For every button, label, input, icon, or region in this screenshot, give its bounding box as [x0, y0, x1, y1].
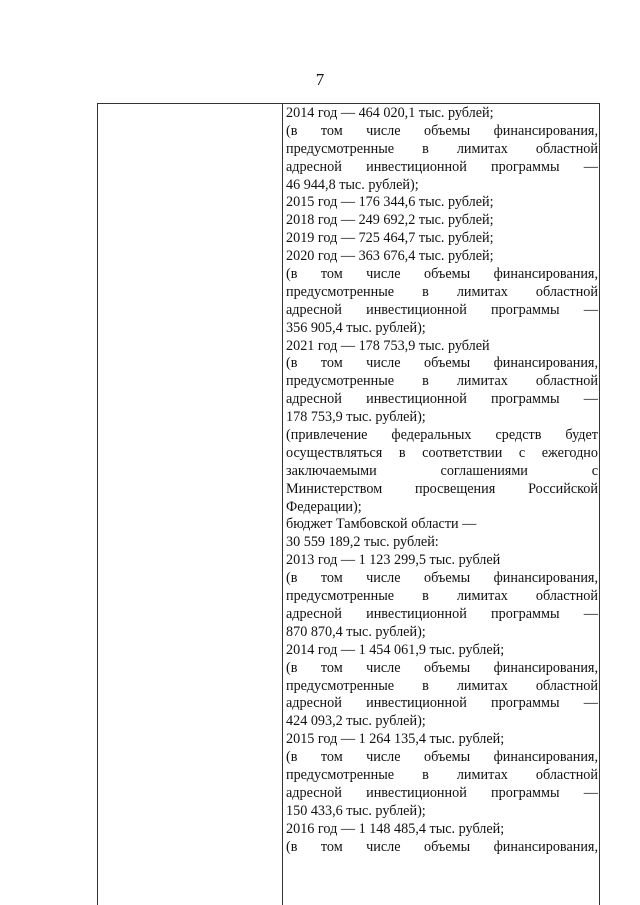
table-right-cell — [286, 105, 598, 856]
text-line: 2015 год — 176 344,6 тыс. рублей; — [286, 194, 494, 211]
text-line: бюджет Тамбовской области — — [286, 516, 477, 533]
text-line: заключаемыми соглашениями с — [286, 462, 598, 479]
text-line: 2014 год — 464 020,1 тыс. рублей; — [286, 105, 494, 121]
text-line: (привлечение федеральных средств будет — [286, 427, 598, 444]
text-line: (в том числе объемы финансирования, — [286, 749, 598, 766]
text-line: предусмотренные в лимитах областной — [286, 677, 598, 694]
text-line: адресной инвестиционной программы — — [286, 158, 598, 175]
text-line: (в том числе объемы финансирования, — [286, 266, 598, 283]
text-line: предусмотренные в лимитах областной — [286, 283, 598, 300]
text-line: Министерством просвещения Российской — [286, 480, 598, 497]
text-line: предусмотренные в лимитах областной — [286, 373, 598, 390]
text-line: Федерации); — [286, 498, 362, 515]
text-line: 2020 год — 363 676,4 тыс. рублей; — [286, 248, 494, 265]
text-line: адресной инвестиционной программы — — [286, 391, 598, 408]
text-line: 2019 год — 725 464,7 тыс. рублей; — [286, 230, 494, 247]
text-line: адресной инвестиционной программы — — [286, 784, 598, 801]
text-line: предусмотренные в лимитах областной — [286, 588, 598, 605]
text-line: адресной инвестиционной программы — — [286, 605, 598, 622]
text-line: 2018 год — 249 692,2 тыс. рублей; — [286, 212, 494, 229]
page-number: 7 — [315, 70, 325, 89]
text-line: предусмотренные в лимитах областной — [286, 766, 598, 783]
text-line: 2013 год — 1 123 299,5 тыс. рублей — [286, 552, 501, 569]
text-line: (в том числе объемы финансирования, — [286, 570, 598, 587]
text-line: 150 433,6 тыс. рублей); — [286, 802, 426, 819]
table-left-cell — [98, 104, 283, 905]
text-line: (в том числе объемы финансирования, — [286, 355, 598, 372]
text-line: 178 753,9 тыс. рублей); — [286, 409, 426, 426]
text-line: адресной инвестиционной программы — — [286, 301, 598, 318]
text-line: 2016 год — 1 148 485,4 тыс. рублей; — [286, 820, 505, 837]
text-line: 30 559 189,2 тыс. рублей: — [286, 534, 439, 551]
text-line: (в том числе объемы финансирования, — [286, 122, 598, 139]
text-line: предусмотренные в лимитах областной — [286, 140, 598, 157]
text-line: 46 944,8 тыс. рублей); — [286, 176, 419, 193]
text-line: 2021 год — 178 753,9 тыс. рублей — [286, 337, 490, 354]
text-line: 2014 год — 1 454 061,9 тыс. рублей; — [286, 641, 505, 658]
text-line: осуществляться в соответствии с ежегодно — [286, 444, 598, 461]
text-line: (в том числе объемы финансирования, — [286, 838, 598, 855]
text-line: 424 093,2 тыс. рублей); — [286, 713, 426, 730]
text-line: 2015 год — 1 264 135,4 тыс. рублей; — [286, 731, 505, 748]
text-line: 356 905,4 тыс. рублей); — [286, 319, 426, 336]
document-table — [97, 103, 600, 905]
text-line: (в том числе объемы финансирования, — [286, 659, 598, 676]
text-line: адресной инвестиционной программы — — [286, 695, 598, 712]
text-line: 870 870,4 тыс. рублей); — [286, 623, 426, 640]
